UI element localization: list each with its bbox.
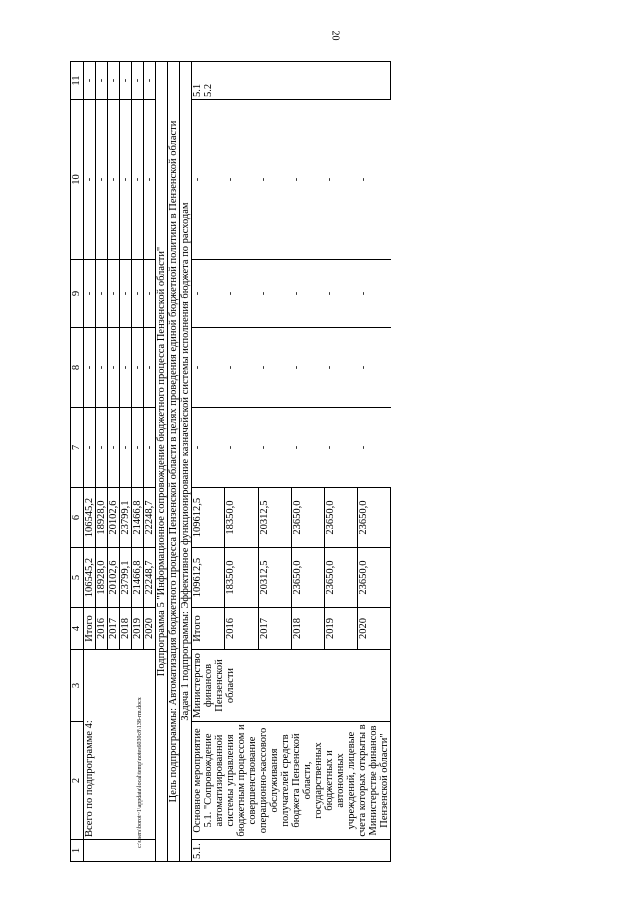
value-cell-v6: 23799,1 — [120, 488, 132, 548]
year-cell: 2016 — [96, 608, 108, 650]
value-cell-v10: - — [324, 100, 357, 260]
task-title-row — [180, 62, 192, 862]
value-cell-v8: - — [108, 328, 120, 408]
value-cell-v5: 20102,6 — [108, 548, 120, 608]
subprogram-title: Подпрограмма 5 "Информационное сопровождение бюджетного процесса Пензенской области" — [156, 62, 168, 862]
value-cell-v6: 18350,0 — [225, 488, 258, 548]
value-cell-v6: 18928,0 — [96, 488, 108, 548]
value-cell-v6: 22248,7 — [144, 488, 156, 548]
value-cell-v9: - — [84, 260, 96, 328]
value-cell-v9: - — [120, 260, 132, 328]
value-cell-v10: - — [144, 100, 156, 260]
year-cell: 2017 — [258, 608, 291, 650]
value-cell-v8: - — [192, 328, 225, 408]
value-cell-v10: - — [120, 100, 132, 260]
value-cell-v8: - — [358, 328, 391, 408]
value-cell-v9: - — [144, 260, 156, 328]
value-cell-v8: - — [324, 328, 357, 408]
value-cell-v5: 20312,5 — [258, 548, 291, 608]
value-cell-v11: - — [120, 62, 132, 100]
year-cell: 2020 — [144, 608, 156, 650]
budget-table-rotated — [70, 62, 570, 862]
value-cell-v6: 23650,0 — [324, 488, 357, 548]
subprogram-goal: Цель подпрограммы: Автоматизация бюджетного процесса Пензенской области в целях проведения единой бюджетной политики в Пензенской области — [168, 62, 180, 862]
year-cell: 2019 — [324, 608, 357, 650]
value-cell-v8: - — [84, 328, 96, 408]
value-cell-v8: - — [291, 328, 324, 408]
total-num-cell — [84, 840, 156, 862]
year-cell: 2018 — [120, 608, 132, 650]
value-cell-v7: - — [120, 408, 132, 488]
item-row — [192, 62, 225, 862]
value-cell-v5: 106545,2 — [84, 548, 96, 608]
budget-table — [70, 61, 391, 862]
value-cell-v5: 21466,8 — [132, 548, 144, 608]
value-cell-v8: - — [96, 328, 108, 408]
value-cell-v8: - — [225, 328, 258, 408]
value-cell-v9: - — [192, 260, 225, 328]
value-cell-v8: - — [258, 328, 291, 408]
value-cell-v9: - — [258, 260, 291, 328]
year-cell: Итого — [84, 608, 96, 650]
value-cell-v10: - — [291, 100, 324, 260]
item-name: Основное мероприятие 5.1. "Сопровождение автоматизированной системы управления бюджетным процессом и совершенствование операционно-кассового обслуживания получателей средств бюджета Пензенской области, государственных бюджетных и автономных учреждений, лицевые счета которых открыты в Министерстве финансов Пензенской области" — [192, 722, 391, 840]
value-cell-v10: - — [225, 100, 258, 260]
value-cell-v9: - — [324, 260, 357, 328]
subprogram-title-row — [156, 62, 168, 862]
value-cell-v10: - — [192, 100, 225, 260]
value-cell-v5: 109612,5 — [192, 548, 225, 608]
value-cell-v6: 23650,0 — [291, 488, 324, 548]
footer-file-path: c:\users\borot~1\appdata\local\temp\notes6030c8\138-rm.docx — [137, 697, 143, 848]
value-cell-v8: - — [144, 328, 156, 408]
value-cell-v6: 109612,5 — [192, 488, 225, 548]
value-cell-v6: 23650,0 — [358, 488, 391, 548]
col-header-8: 8 — [71, 328, 84, 408]
value-cell-v7: - — [96, 408, 108, 488]
col-header-7: 7 — [71, 408, 84, 488]
value-cell-v9: - — [358, 260, 391, 328]
value-cell-v10: - — [96, 100, 108, 260]
value-cell-v11: - — [84, 62, 96, 100]
item-executor: Министерство финансов Пензенской области — [192, 650, 391, 722]
year-cell: 2019 — [132, 608, 144, 650]
col-header-9: 9 — [71, 260, 84, 328]
col-header-5: 5 — [71, 548, 84, 608]
col-header-6: 6 — [71, 488, 84, 548]
value-cell-v6: 106545,2 — [84, 488, 96, 548]
value-cell-v5: 22248,7 — [144, 548, 156, 608]
value-cell-v7: - — [108, 408, 120, 488]
value-cell-v7: - — [192, 408, 225, 488]
value-cell-v11: - — [144, 62, 156, 100]
value-cell-v10: - — [358, 100, 391, 260]
col-header-10: 10 — [71, 100, 84, 260]
year-cell: 2018 — [291, 608, 324, 650]
value-cell-v9: - — [291, 260, 324, 328]
year-cell: 2020 — [358, 608, 391, 650]
item-number: 5.1. — [192, 840, 391, 862]
value-cell-v5: 23650,0 — [358, 548, 391, 608]
item-indicators: 5.1 5.2 — [192, 62, 391, 100]
col-header-4: 4 — [71, 608, 84, 650]
value-cell-v10: - — [108, 100, 120, 260]
value-cell-v5: 23799,1 — [120, 548, 132, 608]
value-cell-v10: - — [84, 100, 96, 260]
value-cell-v7: - — [258, 408, 291, 488]
value-cell-v11: - — [108, 62, 120, 100]
value-cell-v11: - — [96, 62, 108, 100]
col-header-3: 3 — [71, 650, 84, 722]
value-cell-v5: 23650,0 — [291, 548, 324, 608]
year-cell: Итого — [192, 608, 225, 650]
value-cell-v7: - — [358, 408, 391, 488]
col-header-2: 2 — [71, 722, 84, 840]
value-cell-v5: 18350,0 — [225, 548, 258, 608]
subprogram-goal-row — [168, 62, 180, 862]
value-cell-v5: 23650,0 — [324, 548, 357, 608]
value-cell-v6: 20312,5 — [258, 488, 291, 548]
value-cell-v10: - — [132, 100, 144, 260]
value-cell-v5: 18928,0 — [96, 548, 108, 608]
value-cell-v6: 20102,6 — [108, 488, 120, 548]
year-cell: 2017 — [108, 608, 120, 650]
col-header-11: 11 — [71, 62, 84, 100]
value-cell-v10: - — [258, 100, 291, 260]
value-cell-v7: - — [225, 408, 258, 488]
year-cell: 2016 — [225, 608, 258, 650]
value-cell-v7: - — [291, 408, 324, 488]
value-cell-v7: - — [144, 408, 156, 488]
value-cell-v8: - — [120, 328, 132, 408]
value-cell-v9: - — [96, 260, 108, 328]
total-label: Всего по подпрограмме 4: — [84, 650, 156, 840]
value-cell-v6: 21466,8 — [132, 488, 144, 548]
value-cell-v9: - — [225, 260, 258, 328]
value-cell-v7: - — [324, 408, 357, 488]
col-header-1: 1 — [71, 840, 84, 862]
value-cell-v9: - — [108, 260, 120, 328]
header-row — [71, 62, 84, 862]
value-cell-v8: - — [132, 328, 144, 408]
value-cell-v11: - — [132, 62, 144, 100]
page-number: 20 — [329, 30, 341, 41]
task-title: Задача 1 подпрограммы: Эффективное функционирование казначейской системы исполнения бюджета по расходам — [180, 62, 192, 862]
value-cell-v7: - — [132, 408, 144, 488]
total-row — [84, 62, 96, 862]
value-cell-v7: - — [84, 408, 96, 488]
value-cell-v9: - — [132, 260, 144, 328]
